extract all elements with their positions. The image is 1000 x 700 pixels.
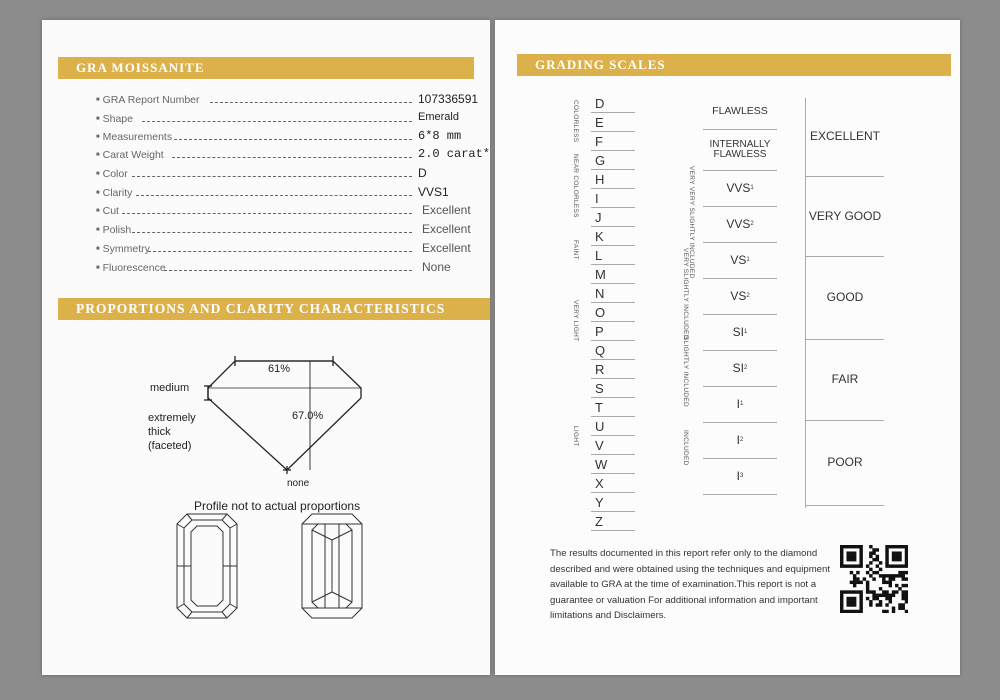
cut-fair: FAIR [806,340,884,421]
row-label: ■ Polish [96,224,131,236]
diagram-caption: Profile not to actual proportions [194,499,361,513]
report-row-measurements [92,129,462,149]
report-row-color [92,168,442,186]
row-leader [136,195,412,196]
left-page [42,20,490,675]
row-leader [210,102,412,103]
color-grade-w: W [591,455,635,474]
report-row-shape [92,111,459,131]
row-leader [148,251,412,252]
clarity-vs1: VS 1 [703,243,777,279]
clarity-vs2: VS 2 [703,279,777,315]
clarity-i2: I 2 [703,423,777,459]
emerald-pavilion-view [302,514,362,618]
culet-label: none [287,478,310,489]
qr-code [840,545,908,613]
color-grade-h: H [591,170,635,189]
row-leader [172,157,412,158]
row-value: VVS1 [418,185,449,199]
cut-poor: POOR [806,421,884,506]
row-leader [164,270,412,271]
group-i: INCLUDED [682,430,689,466]
grading-scales-title: GRADING SCALES [535,57,666,72]
color-grade-u: U [591,417,635,436]
grading-scales-header [517,54,951,76]
report-row-symmetry [92,241,471,261]
row-value: Excellent [422,241,471,255]
color-grade-s: S [591,379,635,398]
row-leader [142,121,412,122]
emerald-crown-view [177,514,237,618]
color-grade-l: L [591,246,635,265]
gra-moissanite-header [58,57,474,79]
row-value: Excellent [422,222,471,236]
row-leader [122,213,412,214]
clarity-flawless: FLAWLESS [703,94,777,130]
group-vvs: VERY VERY SLIGHTLY INCLUDED [688,166,695,279]
group-vs: VERY SLIGHTLY INCLUDED [682,248,689,340]
cut-good: GOOD [806,257,884,340]
row-leader [132,176,412,177]
cut-excellent: EXCELLENT [806,98,884,177]
proportion-diagram [42,330,490,530]
girdle-thick-label: thick [148,426,171,438]
color-grade-g: G [591,151,635,170]
clarity-i1: I 1 [703,387,777,423]
color-grade-o: O [591,303,635,322]
row-label: ■ Cut [96,205,119,217]
girdle-faceted-label: (faceted) [148,440,192,452]
girdle-extremely-label: extremely [148,412,196,424]
proportions-title: PROPORTIONS AND CLARITY CHARACTERISTICS [76,301,446,316]
clarity-vvs2: VVS 2 [703,207,777,243]
row-value: 6*8 mm [418,129,462,143]
clarity-i3: I 3 [703,459,777,495]
girdle-medium-label: medium [150,382,190,394]
color-grade-f: F [591,132,635,151]
proportions-header [58,298,490,320]
emerald-cut-drawings [42,510,490,630]
group-light: LIGHT [572,426,579,447]
color-grade-n: N [591,284,635,303]
color-grade-t: T [591,398,635,417]
row-leader [174,139,412,140]
disclaimer-text: The results documented in this report refer only to the diamond described and were obtained using the techniques and equipment available to GRA at the time of examination.This report is not a guarantee or valuation For additional information and important limitations and Disclaimers. [550,548,831,621]
color-grade-x: X [591,474,635,493]
color-grade-j: J [591,208,635,227]
color-grade-e: E [591,113,635,132]
report-row-polish [92,222,471,242]
row-leader [132,232,412,233]
row-value: 2.0 carat* [418,147,491,161]
color-grade-v: V [591,436,635,455]
report-row-number [92,92,479,112]
row-label: ■ Color [96,168,128,180]
group-very-light: VERY LIGHT [572,300,579,342]
report-row-carat [92,147,491,167]
group-colorless: COLORLESS [572,100,579,143]
row-value: Emerald [418,111,459,123]
table-pct-label: 61% [268,363,291,375]
cut-very-good: VERY GOOD [806,177,884,257]
color-grade-r: R [591,360,635,379]
group-faint: FAINT [572,240,579,260]
report-row-cut [92,203,471,223]
color-grade-d: D [591,94,635,113]
color-grade-z: Z [591,512,635,531]
row-value: Excellent [422,203,471,217]
color-grade-p: P [591,322,635,341]
report-row-fluorescence [92,260,451,280]
row-label: ■ Symmetry [96,243,150,255]
row-label: ■ Clarity [96,187,132,199]
depth-pct-label: 67.0% [292,410,324,422]
row-label: ■ Shape [96,113,133,125]
color-grade-y: Y [591,493,635,512]
color-grade-q: Q [591,341,635,360]
row-value: 107336591 [418,92,479,106]
clarity-si2: SI 2 [703,351,777,387]
group-si: SLIGHTLY INCLUDED [682,336,689,407]
color-scale [591,94,639,534]
cut-scale [805,98,886,508]
stone-profile-outline [208,361,361,470]
header-title: GRA MOISSANITE [76,60,205,75]
report-row-clarity [92,185,449,205]
color-grade-m: M [591,265,635,284]
row-label: ■ Measurements [96,131,172,143]
color-grade-i: I [591,189,635,208]
clarity-scale [703,94,779,514]
color-grade-k: K [591,227,635,246]
row-label: ■ Fluorescence [96,262,166,274]
row-label: ■ Carat Weight [96,149,164,161]
row-label: ■ GRA Report Number [96,94,200,106]
group-near-colorless: NEAR COLORLESS [572,154,579,218]
clarity-si1: SI 1 [703,315,777,351]
right-page [495,20,960,675]
clarity-internally-flawless: INTERNALLY FLAWLESS [703,130,777,171]
row-value: D [418,166,427,180]
row-value: None [422,260,451,274]
clarity-vvs1: VVS 1 [703,171,777,207]
